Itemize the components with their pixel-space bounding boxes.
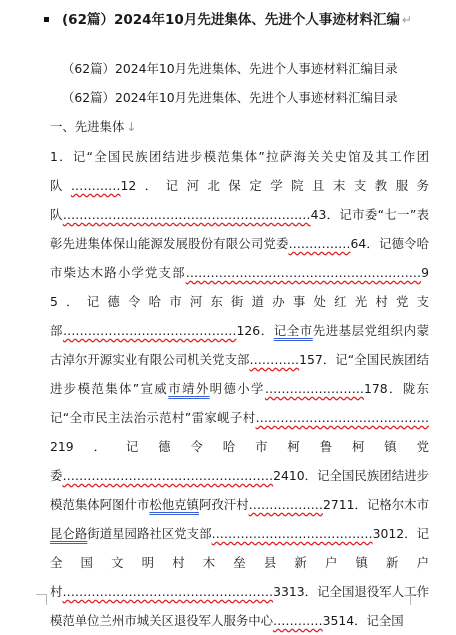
catalog-paragraph [50,142,429,635]
catalog-text-segment: 先进基层党组织内蒙古淖尔开源实业有限公司机关党支部 [50,323,430,367]
catalog-text-segment: …………………………………………… [62,584,274,599]
catalog-text-segment: …………… [288,236,351,251]
catalog-text-segment: 95．记德令哈市河东街道办事处红光村党支部 [50,265,429,338]
catalog-text-segment: 219．记德令哈市柯鲁柯镇党委 [50,439,429,483]
catalog-text-segment: ………………………………… [211,526,373,541]
catalog-text-segment: 3012．记全国文明村木垒县新户镇新户村 [50,526,429,599]
catalog-text-segment: …………………………………………………… [62,207,311,222]
catalog-text-segment: 43．记市委“七一”表彰先进集体保山能源发展股份有限公司党委 [50,207,430,251]
page-corner-mark-left [36,594,47,605]
catalog-text-segment: 12．记河北保定学院且末支教服务队 [50,178,429,222]
catalog-text-segment: 3313．记全国退役军人工作模范单位兰州市城关区退役军人服务中心 [50,584,429,628]
heading-bullet-icon [44,17,49,22]
catalog-text-segment: 178．陇东记“全市民主法治示范村”雷家岘子村 [50,381,430,425]
toc-title-line-1: （62篇）2024年10月先进集体、先进个人事迹材料汇编目录 [62,61,398,76]
catalog-text-segment: ………………………………………………… [185,265,422,280]
paragraph-mark-icon: ↵ [401,13,412,27]
line-break-mark-icon: ↓ [126,120,137,134]
catalog-text-segment: 2410．记全国民族团结进步模范集体阿图什市 [50,468,429,512]
heading-text: (62篇）2024年10月先进集体、先进个人事迹材料汇编 [62,12,400,28]
catalog-text-segment: …………………… [264,381,364,396]
catalog-text-segment: 2711．记格尔木市 [322,497,429,512]
catalog-text-segment: 64．记德令哈市柴达木路小学党支部 [50,236,429,280]
toc-title-line-2: （62篇）2024年10月先进集体、先进个人事迹材料汇编目录 [62,90,398,105]
catalog-text-segment: ………… [70,178,121,193]
catalog-text-segment: 昆仑路 [50,526,88,541]
catalog-text-segment: 明德小学 [209,381,265,396]
catalog-text-segment: 157．记“全国民族团结进步模范集体”宣威 [50,352,430,396]
catalog-text-segment: 市靖外 [168,381,210,396]
catalog-text-segment: …………………………………… [63,323,237,338]
catalog-text-segment: 1．记“全国民族团结进步模范集体”拉萨海关关史馆及其工作团队 [50,149,429,193]
catalog-text-segment: ………… [273,613,323,628]
section-heading-text: 一、先进集体 [50,119,125,134]
catalog-text-segment: 松他克镇 [149,497,199,512]
catalog-text-segment: 126． [236,323,274,338]
catalog-text-segment: …………………………………………… [62,468,274,483]
catalog-text-segment: 记全市 [273,323,313,338]
catalog-text-segment: ………… [249,352,300,367]
catalog-text-segment: ……………… [248,497,323,512]
section-heading [50,117,136,137]
page-corner-mark-right [410,594,421,605]
catalog-text-segment: …………………………………… [255,410,429,425]
catalog-text-segment: 阿孜汗村 [198,497,249,512]
catalog-text-segment: 街道星园路社区党支部 [87,526,212,541]
catalog-text-segment: 3514．记全国 [322,613,404,628]
